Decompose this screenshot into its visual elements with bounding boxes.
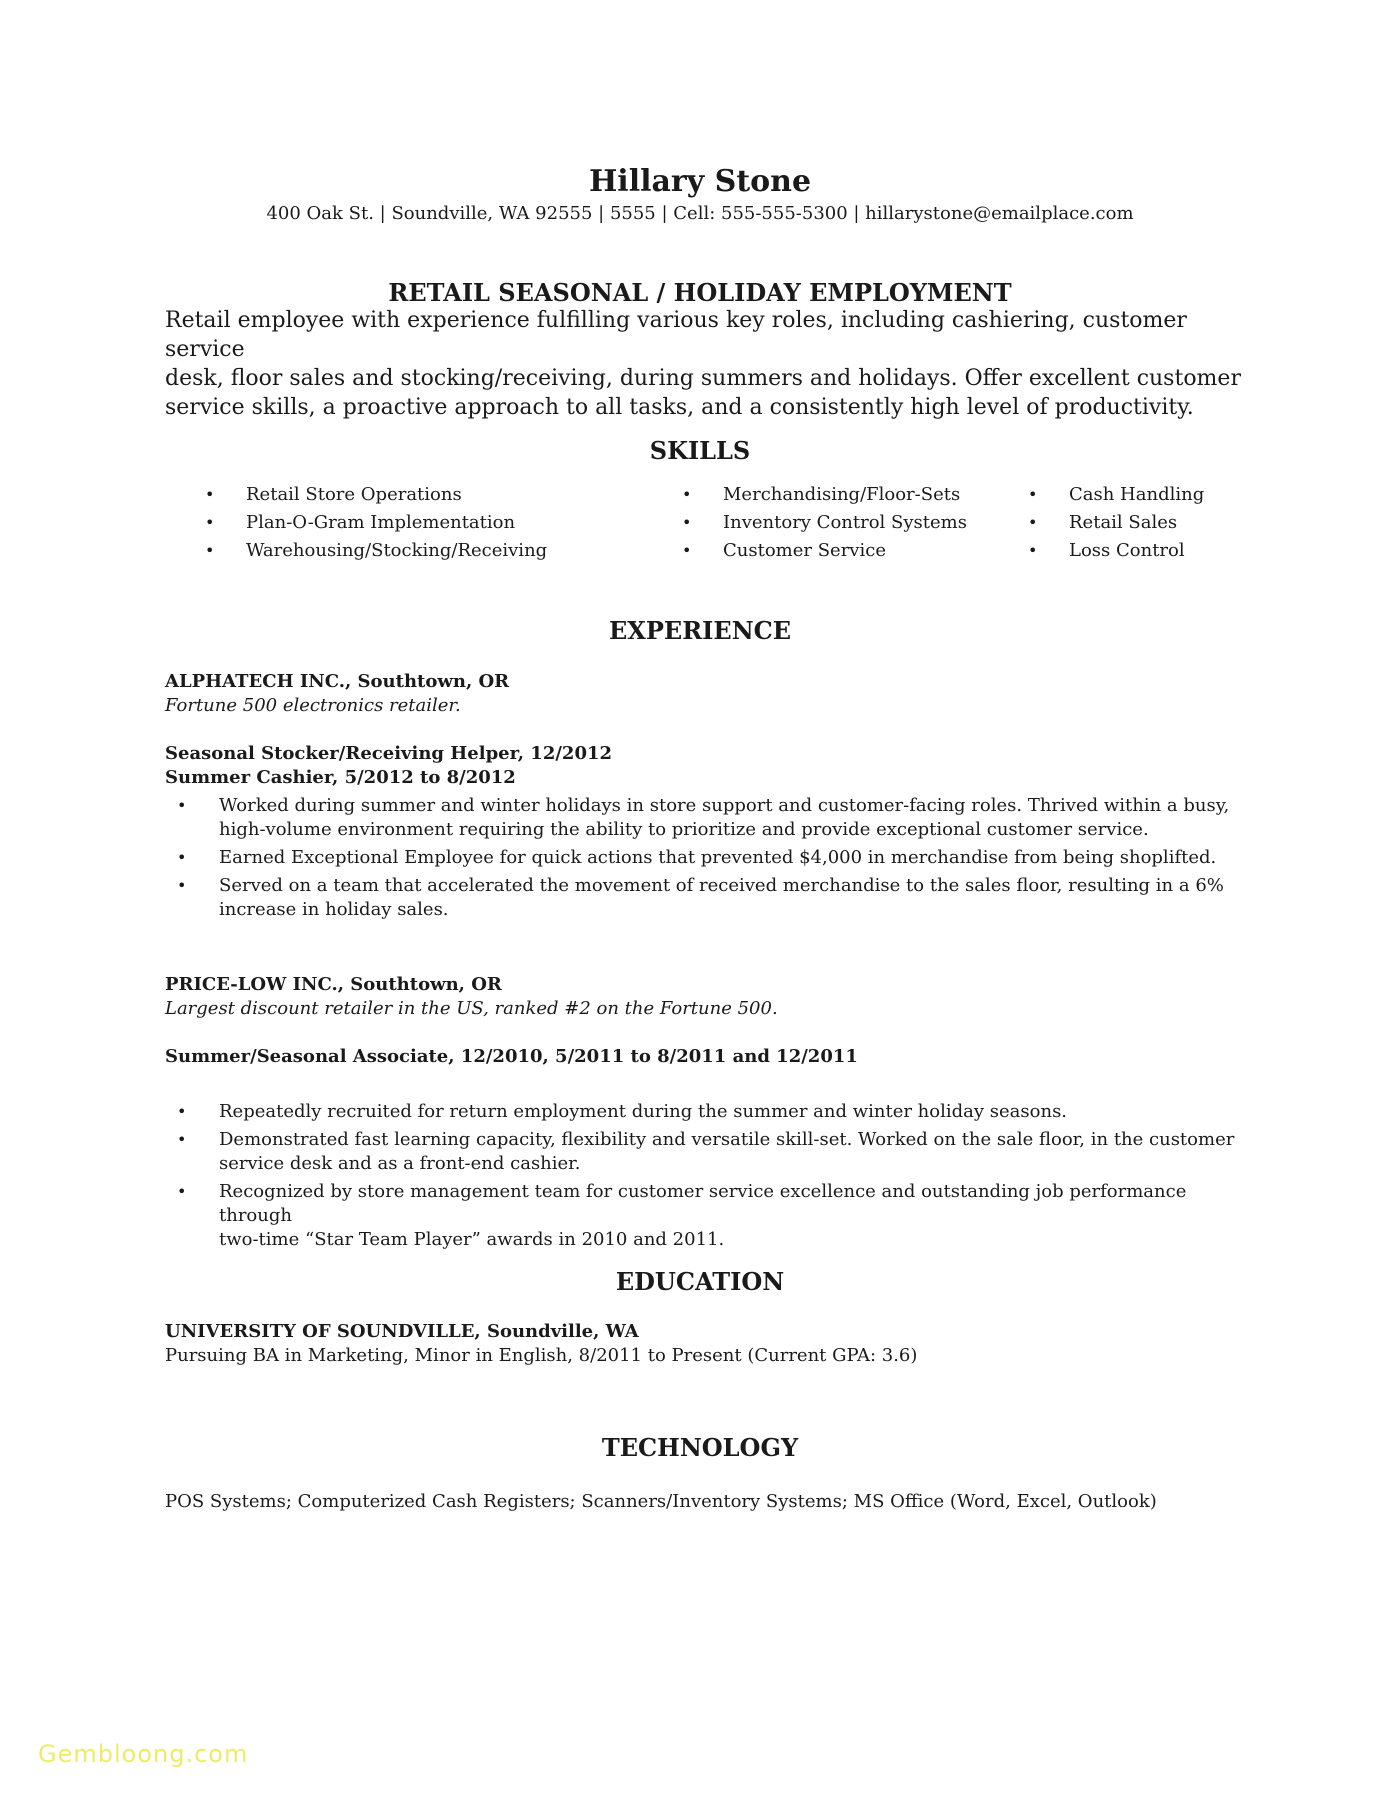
bullet-icon: • (1028, 485, 1038, 504)
bullet-icon: • (682, 513, 692, 532)
degree-detail: Pursuing BA in Marketing, Minor in English, 8/2011 to Present (Current GPA: 3.6) (165, 1345, 918, 1366)
job-header (165, 670, 1240, 718)
school-name: UNIVERSITY OF SOUNDVILLE, Soundville, WA (165, 1321, 639, 1342)
list-item: • Served on a team that accelerated the movement of received merchandise to the sales floor, resulting in a 6% increase in holiday sales. (177, 875, 1224, 920)
technology-detail: POS Systems; Computerized Cash Registers; Scanners/Inventory Systems; MS Office (Word, Excel, Outlook) (165, 1491, 1157, 1512)
company-name: ALPHATECH INC., Southtown, OR (165, 671, 510, 692)
bullet-icon: • (177, 876, 187, 895)
candidate-name: Hillary Stone (588, 164, 812, 199)
job-header (165, 973, 1240, 1021)
bullet-icon: • (177, 848, 187, 867)
job-bullets (165, 794, 1235, 926)
technology-title: TECHNOLOGY (601, 1433, 799, 1462)
bullet-icon: • (682, 485, 692, 504)
job-roles (165, 1045, 1240, 1069)
list-item: • Recognized by store management team for customer service excellence and outstanding job performance through two-time “Star Team Player” awards in 2010 and 2011. (177, 1181, 1187, 1250)
skills-title: SKILLS (649, 436, 751, 465)
technology-entry (165, 1490, 1240, 1514)
job-bullets (165, 1100, 1235, 1256)
education-entry (165, 1320, 1240, 1368)
list-item: • Demonstrated fast learning capacity, flexibility and versatile skill-set. Worked on the sale floor, in the customer service desk and as a front-end cashier. (177, 1129, 1235, 1174)
summary-line: desk, floor sales and stocking/receiving, during summers and holidays. Offer excellent customer (165, 366, 1241, 391)
watermark: Gembloong.com (38, 1740, 249, 1768)
bullet-icon: • (177, 796, 187, 815)
list-item: • Earned Exceptional Employee for quick actions that prevented $4,000 in merchandise from being shoplifted. (177, 847, 1217, 868)
objective-title: RETAIL SEASONAL / HOLIDAY EMPLOYMENT (388, 278, 1012, 307)
job-role: Summer Cashier, 5/2012 to 8/2012 (165, 767, 516, 788)
job-role: Seasonal Stocker/Receiving Helper, 12/2012 (165, 743, 613, 764)
job-role: Summer/Seasonal Associate, 12/2010, 5/2011 to 8/2011 and 12/2011 (165, 1046, 858, 1067)
company-tagline: Largest discount retailer in the US, ranked #2 on the Fortune 500. (165, 998, 778, 1019)
summary-line: service skills, a proactive approach to all tasks, and a consistently high level of productivity. (165, 395, 1194, 420)
bullet-icon: • (205, 485, 215, 504)
bullet-icon: • (682, 541, 692, 560)
list-item: • Worked during summer and winter holidays in store support and customer-facing roles. Thrived within a busy, high-volume environment requiring the ability to prioritize and provide exceptional customer service. (177, 795, 1230, 840)
summary-paragraph (165, 306, 1245, 422)
bullet-icon: • (177, 1102, 187, 1121)
job-roles (165, 742, 1240, 790)
education-title: EDUCATION (615, 1267, 785, 1296)
experience-title: EXPERIENCE (608, 616, 792, 645)
bullet-icon: • (205, 513, 215, 532)
bullet-icon: • (1028, 541, 1038, 560)
company-name: PRICE-LOW INC., Southtown, OR (165, 974, 502, 995)
bullet-icon: • (1028, 513, 1038, 532)
company-tagline: Fortune 500 electronics retailer. (165, 695, 461, 716)
bullet-icon: • (205, 541, 215, 560)
contact-line: 400 Oak St. | Soundville, WA 92555 | 5555 | Cell: 555-555-5300 | hillarystone@emailplace.com (266, 203, 1134, 224)
list-item: • Repeatedly recruited for return employment during the summer and winter holiday seasons. (177, 1101, 1068, 1122)
resume-page: Hillary Stone 400 Oak St. | Soundville, WA 92555 | 5555 | Cell: 555-555-5300 | hillarystone@emailplace.com RETAIL SEASONAL / HOLIDAY EMPLOYMENT Retail employee with experience fulfilling various key roles, including cashiering, customer service desk, floor sales and stocking/receiving, during summers and holidays. Offer excellent customer service skills, a proactive approach to all tasks, and a consistently high level of productivity. SKILLS • Retail Store Operations • Plan-O-Gram Implementation • Warehousing/Stocking/Receiving • Merchandising/Floor-Sets • Inventory Control Systems • Customer Service • Cash Handling • Retail Sales • Loss Control EXPERIENCE ALPHATECH INC., Southtown, OR Fortune 500 electronics retailer. Seasonal Stocker/Receiving Helper, 12/2012 Summer Cashier, 5/2012 to 8/2012 • Worked during summer and winter holidays in store support and customer-facing roles. Thrived within a busy, high-volume environment requiring the ability to prioritize and provide exceptional customer service. • Earned Exceptional Employee for quick actions that prevented $4,000 in merchandise from being shoplifted. • Served on a team that accelerated the movement of received merchandise to the sales floor, resulting in a 6% increase in holiday sales. PRICE-LOW INC., Southtown, OR Largest discount retailer in the US, ranked #2 on the Fortune 500. Summer/Seasonal Associate, 12/2010, 5/2011 to 8/2011 and 12/2011 • Repeatedly recruited for return employment during the summer and winter holiday seasons. • Demonstrated fast learning capacity, flexibility and versatile skill-set. Worked on the sale floor, in the customer service desk and as a front-end cashier. • Recognized by store management team for customer service excellence and outstanding job performance through two-time “Star Team Player” awards in 2010 and 2011. EDUCATION UNIVERSITY OF SOUNDVILLE, Soundville, WA Pursuing BA in Marketing, Minor in English, 8/2011 to Present (Current GPA: 3.6) TECHNOLOGY POS Systems; Computerized Cash Registers; Scanners/Inventory Systems; MS Office (Word, Excel, Outlook) Gembloong.com (0, 0, 1400, 1812)
bullet-icon: • (177, 1130, 187, 1149)
bullet-icon: • (177, 1182, 187, 1201)
summary-line: Retail employee with experience fulfilling various key roles, including cashiering, customer service (165, 308, 1187, 362)
